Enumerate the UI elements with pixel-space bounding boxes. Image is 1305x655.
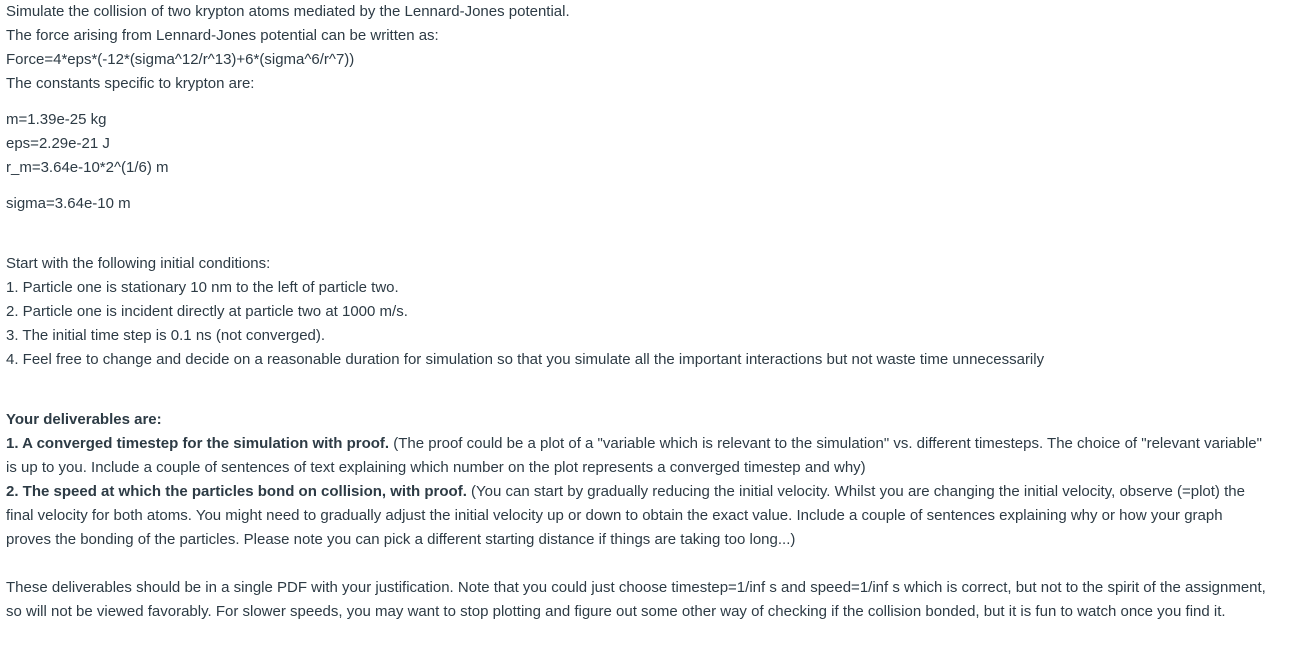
intro-line: The force arising from Lennard-Jones potential can be written as: [6, 27, 439, 44]
force-formula: Force=4*eps*(-12*(sigma^12/r^13)+6*(sigma^6/r^7)) [6, 51, 355, 68]
intro-line: The constants specific to krypton are: [6, 75, 255, 92]
condition-item: 2. Particle one is incident directly at particle two at 1000 m/s. [6, 303, 408, 320]
deliverable-2-title: 2. The speed at which the particles bond on collision, with proof. [6, 483, 467, 500]
constant-eps: eps=2.29e-21 J [6, 135, 110, 152]
deliverable-1-title: 1. A converged timestep for the simulation with proof. [6, 435, 390, 452]
constant-r-m: r_m=3.64e-10*2^(1/6) m [6, 159, 169, 176]
deliverables-heading [6, 408, 1299, 432]
closing-paragraph: These deliverables should be in a single PDF with your justification. Note that you could just choose timestep=1/inf s and speed=1/inf s which is correct, but not to the spirit of the assignment, so will not be viewed favorably. For slower speeds, you may want to stop plotting and figure out some other way of checking if the collision bonded, but it is fun to watch once you find it. [6, 579, 1266, 620]
deliverable-item-2 [6, 480, 1266, 552]
deliverables-section [6, 408, 1299, 552]
deliverable-2-text: (You can start by gradually reducing the initial velocity. Whilst you are changing the initial velocity, observe (=plot) the final velocity for both atoms. You might need to gradually adjust the initial velocity up or down to obtain the exact value. Include a couple of sentences explaining why or how your graph proves the bonding of the particles. Please note you can pick a different starting distance if things are taking too long...) [6, 483, 1245, 548]
condition-item: 1. Particle one is stationary 10 nm to the left of particle two. [6, 279, 399, 296]
deliverable-1-text: (The proof could be a plot of a "variable which is relevant to the simulation" vs. different timesteps. The choice of "relevant variable" is up to you. Include a couple of sentences of text explaining which number on the plot represents a converged timestep and why) [6, 435, 1262, 476]
condition-item: 3. The initial time step is 0.1 ns (not converged). [6, 327, 326, 344]
conditions-section [6, 252, 1299, 372]
constant-sigma-block [6, 192, 1299, 216]
constants-list [6, 108, 1299, 180]
deliverable-item-1 [6, 432, 1266, 480]
conditions-heading: Start with the following initial conditions: [6, 255, 271, 272]
condition-item: 4. Feel free to change and decide on a reasonable duration for simulation so that you simulate all the important interactions but not waste time unnecessarily [6, 351, 1045, 368]
intro-line: Simulate the collision of two krypton atoms mediated by the Lennard-Jones potential. [6, 3, 570, 20]
constant-mass: m=1.39e-25 kg [6, 111, 107, 128]
deliverables-heading-text: Your deliverables are: [6, 411, 162, 428]
intro-section [6, 0, 1299, 96]
constant-sigma: sigma=3.64e-10 m [6, 195, 131, 212]
